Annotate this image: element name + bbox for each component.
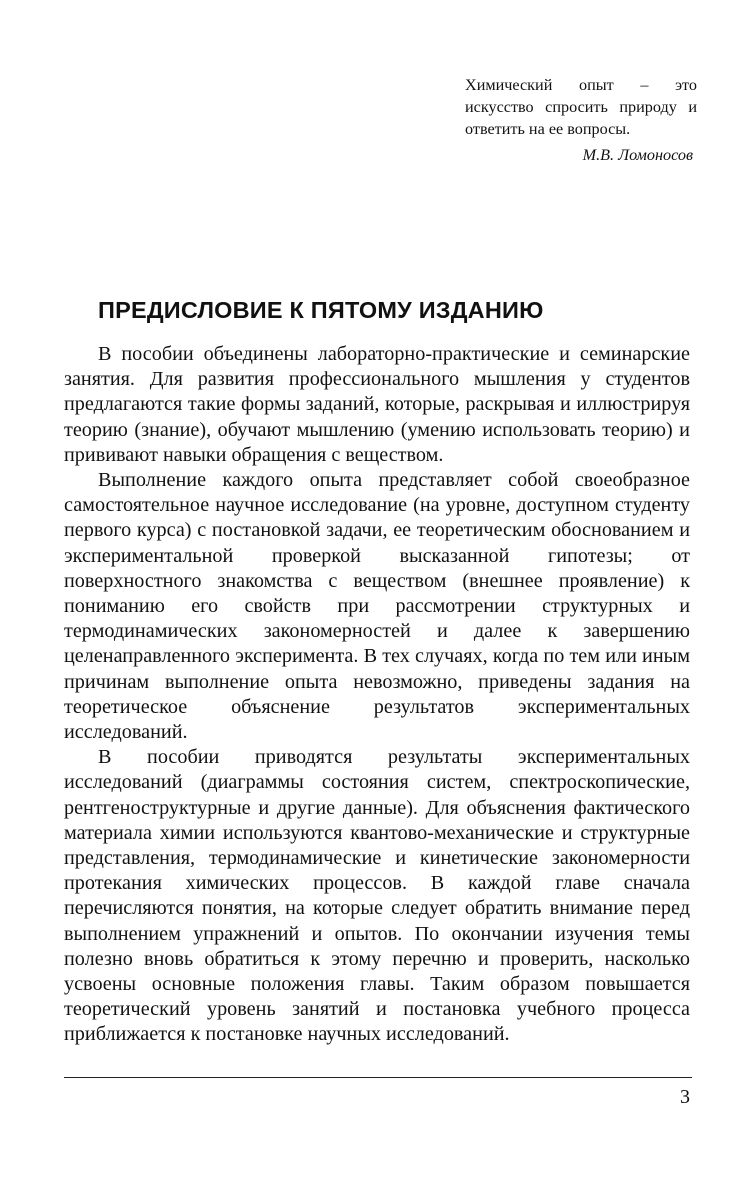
body-text: [64, 342, 690, 1048]
epigraph-quote: Химический опыт – это искусство спросить природу и ответить на ее вопросы.: [465, 76, 697, 138]
paragraph-1: В пособии объединены лабораторно-практические и семинарские занятия. Для развития профессионального мышления у студентов предлагаются такие формы заданий, которые, раскрывая и иллюстрируя теорию (знание), обучают мышлению (умению использовать теорию) и прививают навыки обращения с веществом.: [64, 343, 690, 466]
section-heading: ПРЕДИСЛОВИЕ К ПЯТОМУ ИЗДАНИЮ: [98, 297, 544, 323]
page-number: 3: [680, 1086, 690, 1108]
paragraph-3: В пособии приводятся результаты экспериментальных исследований (диаграммы состояния систем, спектроскопические, рентгеноструктурные и другие данные). Для объяснения фактического материала химии используются квантово-механические и структурные представления, термодинамические и кинетические закономерности протекания химических процессов. В каждой главе сначала перечисляются понятия, на которые следует обратить внимание перед выполнением упражнений и опытов. По окончании изучения темы полезно вновь обратиться к этому перечню и проверить, насколько усвоены основные положения главы. Таким образом повышается теоретический уровень занятий и постановка учебного процесса приближается к постановке научных исследований.: [64, 746, 690, 1046]
epigraph-author: М.В. Ломоносов: [582, 146, 693, 164]
footer-divider: [64, 1077, 692, 1078]
paragraph-2: Выполнение каждого опыта представляет собой своеобразное самостоятельное научное исследование (на уровне, доступном студенту первого курса) с постановкой задачи, ее теоретическим обоснованием и экспериментальной проверкой высказанной гипотезы; от поверхностного знакомства с веществом (внешнее проявление) к пониманию его свойств при рассмотрении структурных и термодинамических закономерностей и далее к завершению целенаправленного эксперимента. В тех случаях, когда по тем или иным причинам выполнение опыта невозможно, приведены задания на теоретическое объяснение результатов экспериментальных исследований.: [64, 469, 690, 744]
